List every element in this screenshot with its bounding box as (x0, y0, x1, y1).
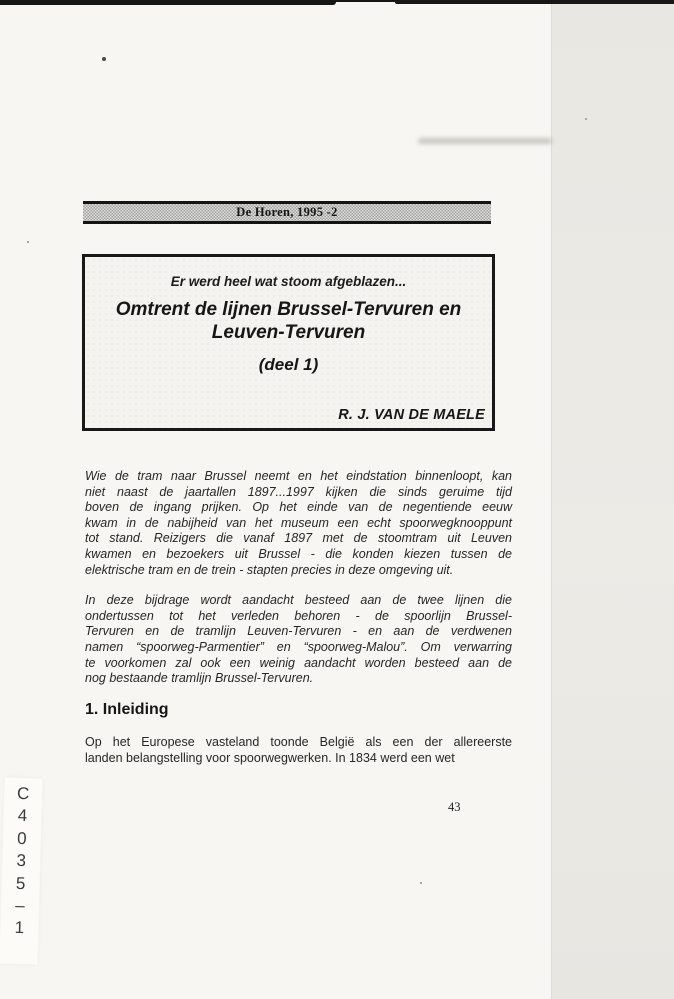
intro-paragraph-1: Wie de tram naar Brussel neemt en het eindstation binnenloopt, kan niet naast de jaartallen 1897...1997 kijken die sinds geruime tijd boven de ingang prijken. Op het einde van de negentiende eeuw kwam in de nabijheid van het museum een echt spoorwegknooppunt tot stand. Reizigers die vanaf 1897 met de stoomtram uit Leuven kwamen en bezoekers uit Brussel - die konden kiezen tussen de elektrische tram en de trein - stapten precies in deze omgeving uit. (85, 469, 512, 577)
article-body (85, 469, 512, 766)
author-name: R. J. VAN DE MAELE (338, 407, 485, 423)
journal-banner (83, 201, 491, 224)
article-title: Omtrent de lijnen Brussel-Tervuren en Leuven-Tervuren (115, 299, 462, 343)
call-number-label (0, 778, 43, 965)
article-kicker: Er werd heel wat stoom afgeblazen... (170, 274, 407, 289)
ink-speck (420, 882, 422, 884)
photocopy-smudge (418, 138, 552, 144)
backing-sheet-edge (551, 0, 674, 999)
scanner-edge-artifact (330, 0, 400, 2)
intro-paragraph-2: In deze bijdrage wordt aandacht besteed aan de twee lijnen die ondertussen tot het verleden behoren - de spoorlijn Brussel- Tervuren en de tramlijn Leuven-Tervuren - en aan de verdwenen namen “spoorweg-Parmentier” en “spoorweg-Malou”. Om verwarring te voorkomen zal ook een weinig aandacht worden besteed aan de nog bestaande tramlijn Brussel-Tervuren. (85, 593, 512, 686)
ink-speck (102, 57, 106, 61)
journal-title: De Horen, 1995 -2 (236, 205, 338, 219)
article-title-box (82, 254, 495, 431)
page-number: 43 (448, 800, 461, 814)
article-part-label: (deel 1) (258, 355, 319, 374)
call-number: C 4 0 3 5 – 1 (14, 783, 30, 938)
scanner-edge-artifact (395, 0, 674, 4)
ink-speck (585, 118, 587, 120)
body-paragraph-1: Op het Europese vasteland toonde België als een der allereerste landen belangstelling voor spoorwegwerken. In 1834 werd een wet (85, 734, 512, 765)
ink-speck (27, 241, 29, 243)
scanner-edge-artifact (0, 0, 336, 5)
section-heading: 1. Inleiding (85, 700, 169, 718)
